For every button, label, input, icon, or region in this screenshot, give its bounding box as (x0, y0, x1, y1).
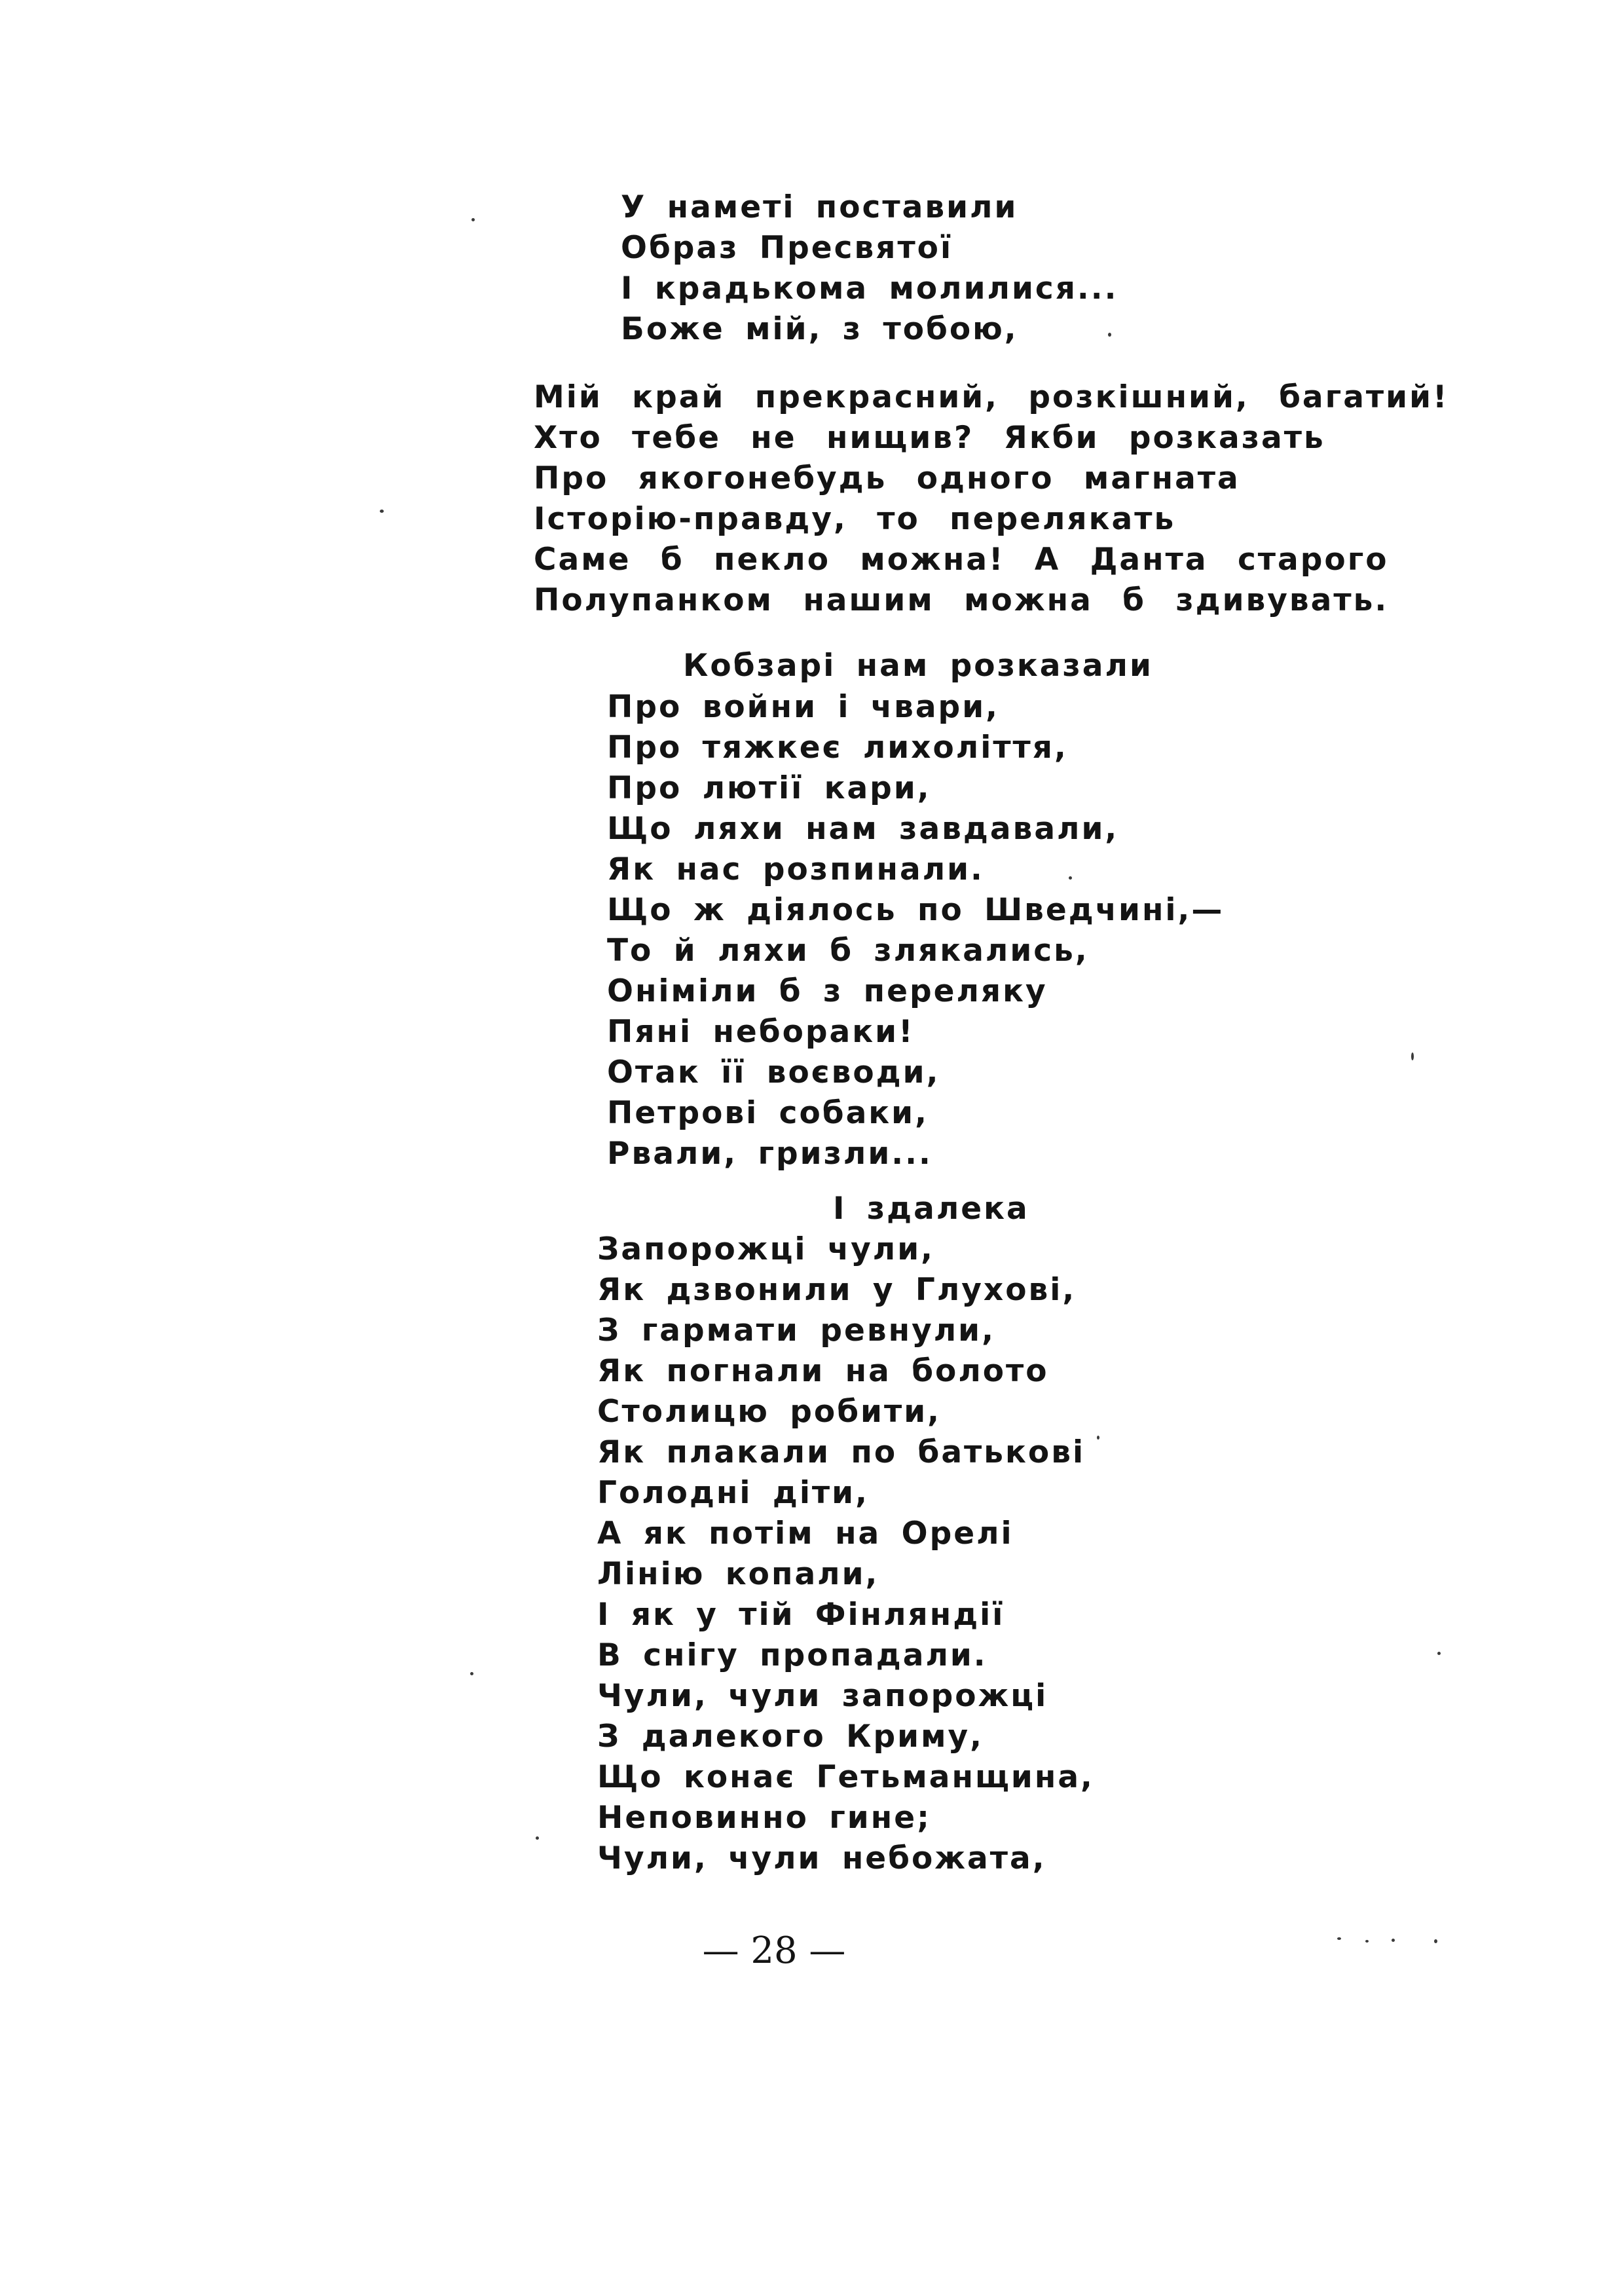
verse-line: Що ляхи нам завдавали, (607, 811, 1119, 847)
scan-speck (1411, 1052, 1414, 1060)
stanza-3-heading (683, 646, 1153, 686)
stanza-4-heading (833, 1189, 1029, 1229)
verse-line: Оніміли б з переляку (607, 973, 1048, 1009)
scan-speck (1437, 1652, 1441, 1655)
verse-line: Мій край прекрасний, розкішний, багатий! (534, 379, 1449, 415)
verse-line: Що ж діялось по Шведчині,— (607, 892, 1225, 928)
verse-line: Чули, чули запорожці (597, 1678, 1048, 1714)
verse-line: В снігу пропадали. (597, 1637, 987, 1673)
verse-line: З далекого Криму, (597, 1719, 984, 1755)
verse-line: Як дзвонили у Глухові, (597, 1272, 1077, 1308)
verse-line: Лінію копали, (597, 1556, 879, 1592)
verse-line: Про якогонебудь одного магната (534, 460, 1240, 496)
scan-speck (1097, 1436, 1099, 1440)
scan-speck (536, 1836, 539, 1840)
stanza-4 (597, 1229, 1094, 1879)
verse-line: Як погнали на болото (597, 1353, 1049, 1389)
verse-line: Столицю робити, (597, 1394, 941, 1430)
scan-speck (1365, 1940, 1369, 1943)
verse-line: І здалека (833, 1191, 1029, 1227)
scan-speck (380, 510, 384, 513)
verse-line: Про войни і чвари, (607, 689, 999, 725)
verse-line: Хто тебе не нищив? Якби розказать (534, 420, 1325, 456)
verse-line: Боже мій, з тобою, (621, 311, 1018, 347)
verse-line: Саме б пекло можна! А Данта старого (534, 542, 1389, 578)
verse-line: То й ляхи б злякались, (607, 933, 1089, 969)
scan-speck (1108, 333, 1111, 337)
verse-line: Чули, чули небожата, (597, 1840, 1046, 1876)
scan-speck (470, 1672, 473, 1675)
verse-line: Як плакали по батькові (597, 1434, 1086, 1470)
verse-line: З гармати ревнули, (597, 1312, 995, 1349)
stanza-1 (621, 187, 1118, 350)
verse-line: Кобзарі нам розказали (683, 648, 1153, 684)
verse-line: Голодні діти, (597, 1475, 869, 1511)
verse-line: Що конає Гетьманщина, (597, 1759, 1094, 1795)
verse-line: Полупанком нашим можна б здивувать. (534, 582, 1389, 618)
verse-line: Рвали, гризли... (607, 1136, 932, 1172)
page-number: — 28 — (702, 1929, 846, 1972)
verse-line: Історію-правду, то перелякать (534, 501, 1176, 537)
verse-line: Про лютії кари, (607, 770, 931, 806)
verse-line: І крадькома молилися... (621, 270, 1118, 307)
stanza-3 (607, 687, 1224, 1174)
verse-line: Отак її воєводи, (607, 1054, 940, 1090)
scan-speck (471, 218, 475, 221)
scan-speck (1392, 1939, 1395, 1942)
scan-speck (1069, 876, 1072, 880)
verse-line: Пяні небораки! (607, 1014, 915, 1050)
verse-line: А як потім на Орелі (597, 1516, 1014, 1552)
verse-line: Неповинно гине; (597, 1800, 931, 1836)
verse-line: Образ Пресвятої (621, 230, 953, 266)
verse-line: Запорожці чули, (597, 1231, 934, 1267)
verse-line: Як нас розпинали. (607, 851, 984, 887)
scan-speck (1434, 1939, 1437, 1943)
verse-line: Про тяжкеє лихоліття, (607, 730, 1068, 766)
verse-line: У наметі поставили (621, 189, 1018, 225)
scan-speck (1337, 1937, 1341, 1940)
verse-line: І як у тій Фінляндії (597, 1597, 1005, 1633)
stanza-2 (534, 377, 1449, 621)
verse-line: Петрові собаки, (607, 1095, 929, 1131)
